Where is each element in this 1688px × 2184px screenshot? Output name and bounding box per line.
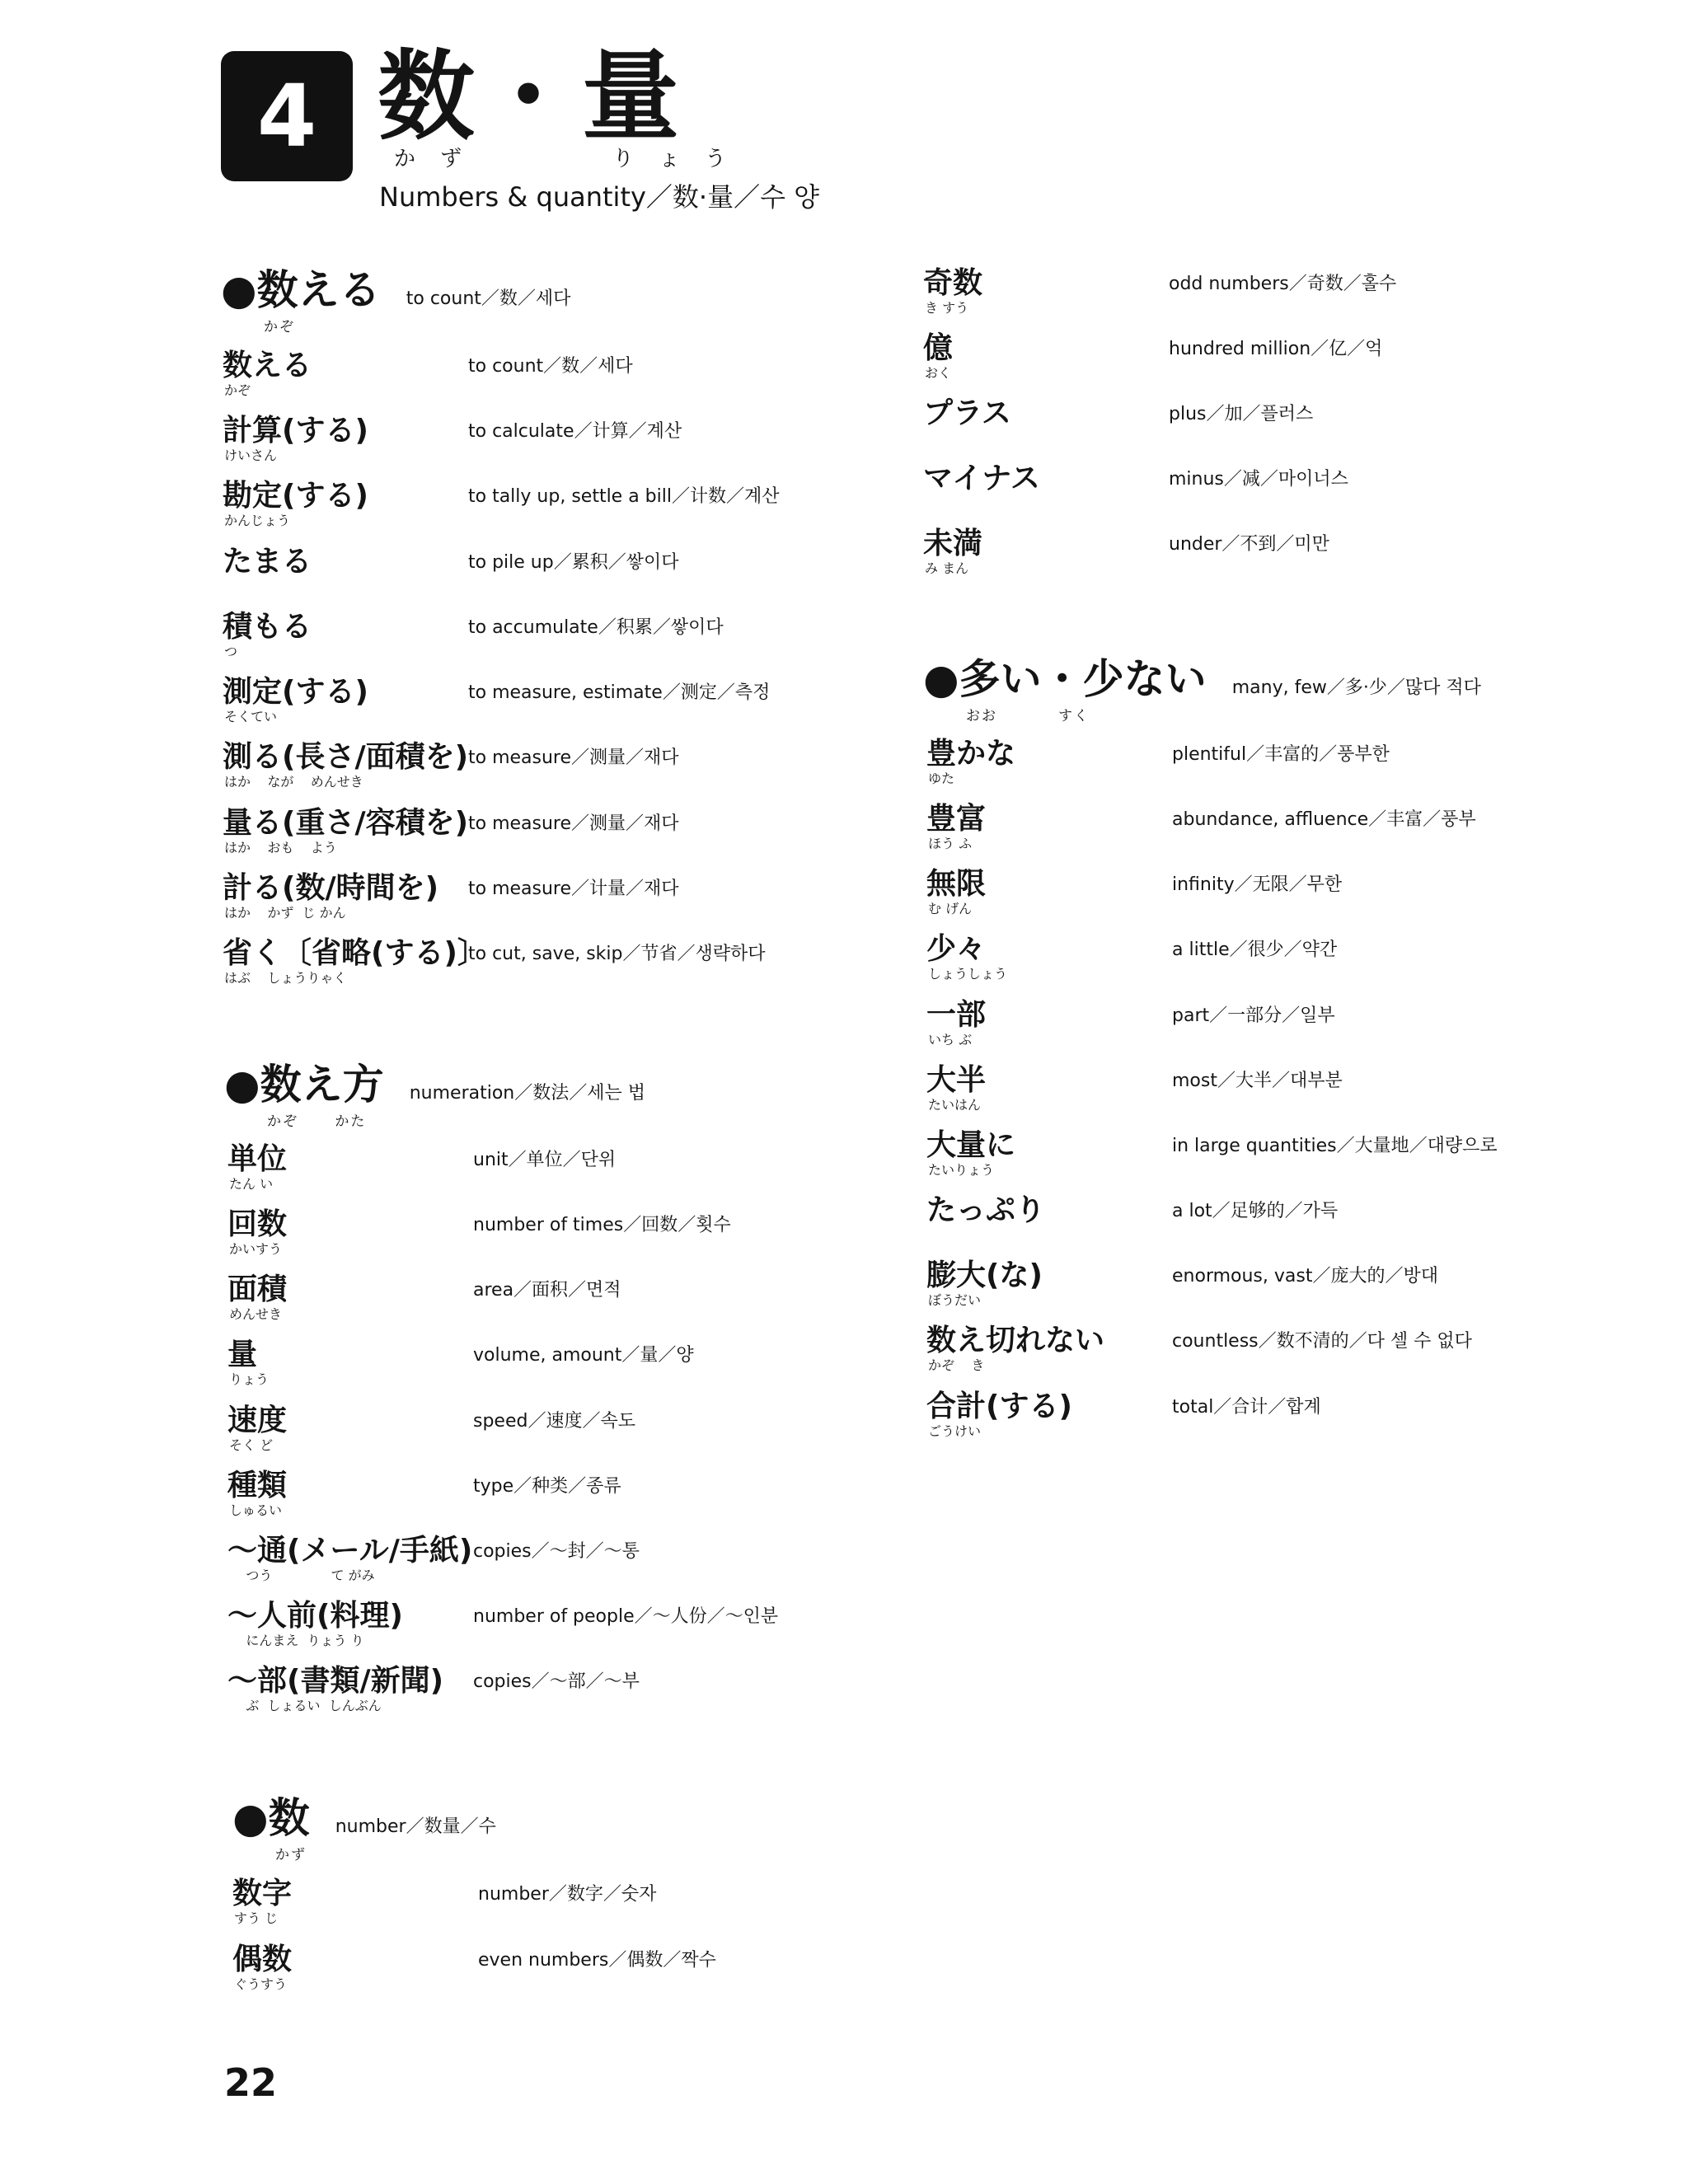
vocab-entry — [923, 396, 1550, 453]
vocab-entry — [223, 935, 799, 993]
vocab-gloss: hundred million／亿／억 — [1169, 339, 1383, 359]
vocab-gloss: to cut, save, skip／节省／생략하다 — [468, 944, 766, 964]
vocab-term: 量 — [227, 1338, 258, 1371]
vocab-term: 膨大(な) — [926, 1258, 1043, 1292]
section-title: ●数 — [232, 1794, 310, 1842]
vocab-entry — [926, 931, 1553, 989]
vocab-term: 回数 — [227, 1207, 288, 1241]
vocab-entry — [227, 1141, 804, 1199]
vocab-gloss: to tally up, settle a bill／计数／계산 — [468, 486, 780, 507]
vocab-term: 数える — [223, 349, 312, 382]
vocab-gloss: speed／速度／속도 — [473, 1411, 635, 1432]
vocab-gloss: to measure／测量／재다 — [468, 813, 679, 834]
vocab-gloss: part／一部分／일부 — [1172, 1005, 1335, 1026]
vocab-term: 種類 — [227, 1469, 288, 1502]
vocab-term: たまる — [223, 545, 312, 579]
vocab-reading: すう じ — [234, 1910, 279, 1926]
vocab-entry — [926, 1062, 1553, 1120]
vocab-entry — [227, 1207, 804, 1264]
vocab-gloss: total／合计／합계 — [1172, 1397, 1321, 1418]
vocab-term: 測る(長さ/面積を) — [223, 740, 469, 774]
vocab-reading: かいすう — [229, 1241, 283, 1257]
section-gloss: many, few／多·少／많다 적다 — [1231, 677, 1481, 698]
vocab-gloss: number of times／回数／횟수 — [473, 1215, 731, 1235]
vocab-reading: たん い — [229, 1176, 274, 1192]
vocab-term: 無限 — [926, 867, 987, 901]
vocab-reading: そく ど — [229, 1437, 274, 1453]
vocab-reading: ごうけい — [928, 1423, 982, 1439]
vocab-gloss: type／种类／종류 — [473, 1476, 621, 1497]
vocab-entry — [923, 461, 1550, 518]
vocab-reading: ぐうすう — [234, 1976, 288, 1992]
vocab-reading: しゅるい — [229, 1502, 283, 1518]
vocab-gloss: copies／〜部／〜부 — [473, 1671, 640, 1692]
vocab-gloss: to calculate／计算／계산 — [468, 421, 682, 442]
vocab-reading: つ — [224, 644, 238, 659]
vocab-gloss: number of people／〜人份／〜인분 — [473, 1606, 779, 1627]
vocab-gloss: to pile up／累积／쌓이다 — [468, 552, 679, 573]
section-reading: かず — [275, 1847, 307, 1863]
vocab-gloss: to count／数／세다 — [468, 356, 633, 377]
vocab-reading: み まん — [925, 560, 969, 576]
vocab-reading: しょうしょう — [928, 966, 1008, 982]
section-gloss: to count／数／세다 — [406, 288, 571, 309]
vocab-reading: おく — [925, 365, 952, 381]
section-header-numeration — [224, 1060, 646, 1130]
vocab-term: 数え切れない — [926, 1324, 1105, 1357]
vocab-term: 単位 — [227, 1142, 288, 1176]
vocab-term: 偶数 — [232, 1943, 293, 1976]
vocab-entry — [227, 1533, 804, 1591]
vocab-entry — [926, 866, 1553, 924]
vocab-gloss: to measure／测量／재다 — [468, 748, 679, 768]
vocab-entry — [227, 1403, 804, 1460]
section-title: ●多い・少ない — [923, 655, 1207, 703]
vocab-gloss: to measure, estimate／测定／측정 — [468, 682, 771, 703]
vocab-term: 〜人前(料理) — [227, 1599, 403, 1633]
chapter-subtitle: Numbers & quantity／数·量／수 양 — [379, 181, 820, 213]
vocab-term: 奇数 — [923, 266, 983, 300]
vocab-reading: かんじょう — [224, 513, 291, 528]
vocab-gloss: most／大半／대부분 — [1172, 1071, 1343, 1091]
vocab-term: 省く〔省略(する)〕 — [223, 936, 487, 970]
section-reading: かぞ かた — [267, 1113, 367, 1130]
section-gloss: number／数量／수 — [335, 1816, 496, 1837]
vocab-term: 少々 — [926, 932, 987, 966]
vocab-entry — [926, 801, 1553, 859]
vocab-term: 一部 — [926, 998, 987, 1032]
vocab-term: 計る(数/時間を) — [223, 871, 439, 905]
vocab-term: 合計(する) — [926, 1390, 1072, 1423]
vocab-entry — [223, 870, 799, 928]
vocab-entry — [223, 739, 799, 797]
vocab-term: 面積 — [227, 1272, 288, 1306]
section-gloss: numeration／数法／세는 법 — [409, 1083, 646, 1104]
vocab-term: たっぷり — [926, 1193, 1046, 1227]
vocab-gloss: a little／很少／약간 — [1172, 940, 1338, 960]
vocab-entry — [227, 1337, 804, 1394]
vocab-gloss: infinity／无限／무한 — [1172, 874, 1343, 895]
vocab-entry — [223, 609, 799, 667]
vocab-entry — [223, 478, 799, 536]
vocab-entry — [223, 348, 799, 405]
vocab-entry — [926, 1127, 1553, 1185]
vocab-gloss: odd numbers／奇数／홀수 — [1169, 274, 1397, 294]
vocab-entry — [227, 1272, 804, 1329]
vocab-gloss: to accumulate／积累／쌓이다 — [468, 617, 724, 638]
vocab-gloss: number／数字／숫자 — [478, 1884, 657, 1905]
vocab-gloss: volume, amount／量／양 — [473, 1345, 694, 1366]
vocab-entry — [232, 1876, 809, 1933]
vocab-reading: そくてい — [224, 709, 278, 724]
vocab-reading: ぼうだい — [928, 1292, 982, 1308]
vocab-term: 計算(する) — [223, 414, 368, 448]
vocab-term: 勘定(する) — [223, 479, 368, 513]
vocab-entry — [926, 1193, 1553, 1250]
chapter-title: 数・量 — [377, 40, 685, 153]
vocab-entry — [227, 1468, 804, 1526]
vocab-term: 〜通(メール/手紙) — [227, 1534, 473, 1568]
vocab-gloss: under／不到／미만 — [1169, 534, 1329, 555]
vocab-term: 大半 — [926, 1063, 987, 1097]
vocab-term: 〜部(書類/新聞) — [227, 1664, 444, 1698]
chapter-title-reading: かず りょう — [394, 147, 752, 171]
vocab-reading: りょう — [229, 1371, 270, 1387]
vocab-term: 測定(する) — [223, 675, 368, 709]
vocab-gloss: minus／减／마이너스 — [1169, 469, 1348, 490]
vocab-gloss: abundance, affluence／丰富／풍부 — [1172, 809, 1476, 830]
vocab-reading: たいはん — [928, 1097, 982, 1113]
vocab-gloss: enormous, vast／庞大的／방대 — [1172, 1266, 1438, 1286]
vocab-gloss: unit／单位／단위 — [473, 1150, 617, 1170]
vocab-reading: はぶ しょうりゃく — [224, 970, 347, 986]
section-header-number — [232, 1793, 496, 1863]
vocab-term: プラス — [923, 396, 1011, 430]
vocab-gloss: in large quantities／大量地／대량으로 — [1172, 1136, 1498, 1156]
vocab-term: 速度 — [227, 1404, 288, 1437]
vocab-term: 積もる — [223, 610, 312, 644]
vocab-term: マイナス — [923, 462, 1040, 495]
vocab-entry — [227, 1598, 804, 1656]
vocab-entry — [223, 805, 799, 863]
vocab-entry — [227, 1663, 804, 1721]
vocab-reading: き すう — [925, 300, 969, 316]
vocab-gloss: plentiful／丰富的／풍부한 — [1172, 744, 1390, 765]
section-header-many-few — [923, 654, 1481, 724]
vocab-term: 数字 — [232, 1877, 293, 1910]
vocab-term: 未満 — [923, 527, 983, 560]
vocab-entry — [223, 413, 799, 471]
vocab-entry — [926, 1323, 1553, 1380]
vocab-reading: ほう ふ — [928, 836, 973, 851]
vocab-reading: む げん — [928, 901, 973, 916]
vocab-gloss: countless／数不清的／다 셀 수 없다 — [1172, 1331, 1472, 1352]
vocab-entry — [926, 997, 1553, 1055]
vocab-term: 億 — [923, 331, 954, 365]
vocab-entry — [926, 1258, 1553, 1315]
section-header-count — [221, 265, 571, 335]
vocab-reading: かぞ き — [928, 1357, 985, 1373]
vocab-gloss: even numbers／偶数／짝수 — [478, 1950, 716, 1971]
vocab-gloss: to measure／计量／재다 — [468, 879, 679, 899]
vocab-entry — [926, 736, 1553, 794]
vocab-reading: いち ぶ — [928, 1032, 973, 1047]
vocab-reading: ぶ しょるい しんぶん — [229, 1698, 382, 1713]
vocab-gloss: plus／加／플러스 — [1169, 404, 1314, 424]
vocab-term: 豊かな — [926, 737, 1016, 771]
vocab-entry — [232, 1942, 809, 1999]
vocab-reading: はか おも よう — [224, 840, 337, 855]
vocab-term: 豊富 — [926, 802, 987, 836]
vocab-reading: たいりょう — [928, 1162, 995, 1178]
page-number: 22 — [224, 2060, 278, 2105]
vocab-gloss: a lot／足够的／가득 — [1172, 1201, 1339, 1221]
vocab-reading: つう て がみ — [229, 1568, 375, 1583]
chapter-number-badge: 4 — [221, 51, 353, 181]
section-title: ●数える — [221, 266, 381, 314]
vocab-reading: はか なが めんせき — [224, 774, 363, 790]
vocab-gloss: area／面积／면적 — [473, 1280, 621, 1301]
vocab-reading: めんせき — [229, 1306, 283, 1322]
vocab-reading: ゆた — [928, 771, 955, 786]
vocab-entry — [223, 674, 799, 732]
vocab-gloss: copies／〜封／〜통 — [473, 1541, 640, 1562]
vocab-entry — [223, 544, 799, 602]
vocab-entry — [923, 330, 1550, 388]
vocab-reading: はか かず じ かん — [224, 905, 346, 921]
vocab-reading: にんまえ りょう り — [229, 1633, 364, 1648]
vocab-entry — [923, 265, 1550, 323]
vocab-entry — [926, 1389, 1553, 1446]
vocab-term: 大量に — [926, 1128, 1016, 1162]
vocab-term: 量る(重さ/容積を) — [223, 806, 469, 840]
section-title: ●数え方 — [224, 1061, 384, 1108]
vocab-reading: かぞ — [224, 382, 251, 398]
vocab-reading: けいさん — [224, 448, 278, 463]
vocab-entry — [923, 526, 1550, 583]
section-reading: かぞ — [264, 319, 295, 335]
section-reading: おお すく — [966, 708, 1090, 724]
